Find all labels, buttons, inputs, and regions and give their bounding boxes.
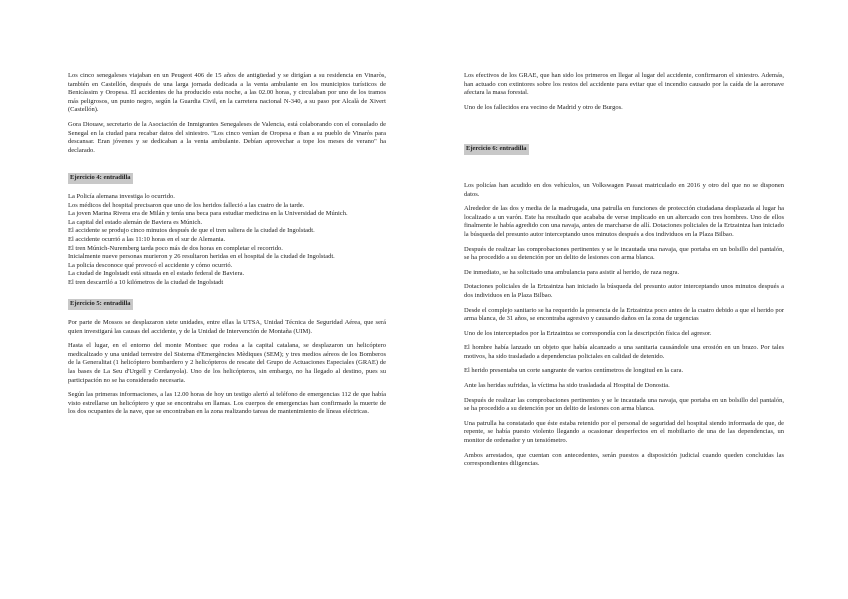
paragraph: Desde el complejo sanitario se ha requerido la presencia de la Ertzaintza poco antes de la cuatro debido a que el herido por arma blanca, de 31 años, se encontraba agresivo y causando daños en la zona de urgencias: [464, 306, 784, 323]
paragraph: Alrededor de las dos y media de la madrugada, una patrulla en funciones de protección ciudadana desplazada al lugar ha localizado a un varón. Este ha resultado que acababa de verse implicado en un altercado con tres hombres. Uno de ellos finalmente le había agredido con una navaja, antes de marcharse de allí. Dotaciones policiales de la Ertzaintza han iniciado la búsqueda del presunto autor interceptando unos minutos después a dos individuos en la Plaza Bilbao.: [464, 205, 784, 238]
paragraph: Uno de los fallecidos era vecino de Madrid y otro de Burgos.: [464, 103, 623, 111]
exercise-4-heading: Ejercicio 4: entradilla: [68, 173, 133, 184]
paragraph: Una patrulla ha constatado que éste estaba retenido por el personal de seguridad del hospital siendo informada de que, de repente, se había puesto violento llegando a ocasionar desperfectos en el mobiliario de una de las dependencias, un monitor de ordenador y un tensiómetro.: [464, 419, 784, 445]
paragraph: Después de realizar las comprobaciones pertinentes y se le incautada una navaja, que portaba en un bolsillo del pantalón, se ha procedido a su detención por un delito de lesiones con arma blanca.: [464, 245, 784, 262]
left-column: [68, 72, 386, 423]
paragraph: De inmediato, se ha solicitado una ambulancia para asistir al herido, de raza negra.: [464, 268, 680, 276]
list-line: La ciudad de Ingolstadt está situada en el estado federal de Baviera.: [68, 270, 245, 278]
paragraph: Después de realizar las comprobaciones pertinentes y se le incautada una navaja, que portaba en un bolsillo del pantalón, se ha procedido a su detención por un delito de lesiones con arma blanca.: [464, 396, 784, 413]
exercise-4-list: [68, 193, 386, 288]
paragraph: Ante las heridas sufridas, la víctima ha sido trasladada al Hospital de Donostia.: [464, 382, 670, 390]
exercise-5-heading: Ejercicio 5: entradilla: [68, 299, 133, 310]
list-line: La capital del estado alemán de Baviera es Múnich.: [68, 218, 203, 226]
paragraph: Según las primeras informaciones, a las 12.00 horas de hoy un testigo alertó al teléfono de emergencias 112 de que había visto estrellarse un helicóptero y que se encontraba en llamas. Los cuerpos de emergencias han confirmado la muerte de los dos ocupantes de la nave, que se encontraban en la zona realizando tareas de mantenimiento de líneas eléctricas.: [68, 391, 386, 416]
list-line: Inicialmente nueve personas murieron y 26 resultaron heridas en el hospital de la ciudad de Ingolstadt.: [68, 253, 335, 261]
list-line: El tren Múnich-Nuremberg tarda poco más de dos horas en completar el recorrido.: [68, 244, 283, 252]
list-line: La joven Marina Rivera era de Milán y tenía una beca para estudiar medicina en la Universidad de Múnich.: [68, 210, 348, 218]
paragraph: El herido presentaba un corte sangrante de varios centímetros de longitud en la cara.: [464, 367, 684, 375]
list-line: El accidente ocurrió a las 11:10 horas en el sur de Alemania.: [68, 235, 226, 243]
list-line: El tren descarriló a 10 kilómetros de la ciudad de Ingolstadt: [68, 278, 224, 286]
paragraph: Por parte de Mossos se desplazaron siete unidades, entre ellas la UTSA, Unidad Técnica de Seguridad Aérea, que será quien investigará las causas del accidente, y de la Unidad de Intervención de Montaña (UIM).: [68, 319, 386, 335]
paragraph: Los policías han acudido en dos vehículos, un Volkswagen Passat matriculado en 2016 y otro del que no se disponen datos.: [464, 181, 784, 198]
list-line: Los médicos del hospital precisaron que uno de los heridos falleció a las cuatro de la tarde.: [68, 201, 305, 209]
paragraph: Hasta el lugar, en el entorno del monte Montsec que rodea a la capital catalana, se desplazaron un helicóptero medicalizado y una unidad terrestre del Sistema d'Emergències Mèdiques (SEM); y tres medios aéreos de los Bomberos de la Generalitat (1 helicóptero bombardero y 2 helicópteros de rescate del Grupo de Actuaciones Especiales (GRAE) de las bases de La Seu d'Urgell y Cerdanyola). Uno de los helicópteros, sin embargo, no ha llegado al destino, pues su participación no se ha considerado necesaria.: [68, 342, 386, 384]
exercise-6-heading: Ejercicio 6: entradilla: [464, 144, 529, 155]
paragraph: Los cinco senegaleses viajaban en un Peugeot 406 de 15 años de antigüedad y se dirigían a su residencia en Vinaròs, también en Castellón, después de una larga jornada dedicada a la venta ambulante en los municipios turísticos de Benicàssim y Oropesa. El accidentes de ha producido esta noche, a las 02.00 horas, y circulaban por uno de los tramos más peligrosos, un punto negro, según la Guardia Civil, en la carretera nacional N-340, a su paso por Alcalà de Xivert (Castellón).: [68, 72, 386, 114]
list-line: La policía desconoce qué provocó el accidente y cómo ocurrió.: [68, 261, 233, 269]
paragraph: Gora Diouaw, secretario de la Asociación de Inmigrantes Senegaleses de Valencia, está colaborando con el consulado de Senegal en la ciudad para recabar datos del siniestro. "Los cinco venían de Oropesa e iban a su pueblo de Vinaròs para descansar. Eran jóvenes y se dedicaban a la venta ambulante. Debían aprovechar a tope los meses de verano" ha declarado.: [68, 120, 386, 154]
right-column: [464, 72, 784, 475]
paragraph: Ambos arrestados, que cuentan con antecedentes, serán puestos a disposición judicial cuando queden concluidas las correspondientes diligencias.: [464, 451, 784, 468]
paragraph: Dotaciones policiales de la Ertzaintza han iniciado la búsqueda del presunto autor interceptando unos minutos después a dos individuos en la Plaza Bilbao.: [464, 283, 784, 299]
paragraph: Los efectivos de los GRAE, que han sido los primeros en llegar al lugar del accidente, confirmaron el siniestro. Además, han actuado con extintores sobre los restos del accidente para evitar que el incendio causado por la caída de la aeronave afectara la masa forestal.: [464, 72, 784, 97]
paragraph: El hombre había lanzado un objeto que había alcanzado a una sanitaria causándole una erosión en un brazo. Por tales motivos, ha sido trasladado a dependencias policiales en calidad de detenido.: [464, 344, 784, 360]
list-line: El accidente se produjo cinco minutos después de que el tren saliera de la ciudad de Ingolstadt.: [68, 227, 315, 235]
paragraph: Uno de los interceptados por la Ertzaintza se correspondía con la descripción física del agresor.: [464, 329, 712, 337]
list-line: La Policía alemana investiga lo ocurrido.: [68, 192, 175, 200]
